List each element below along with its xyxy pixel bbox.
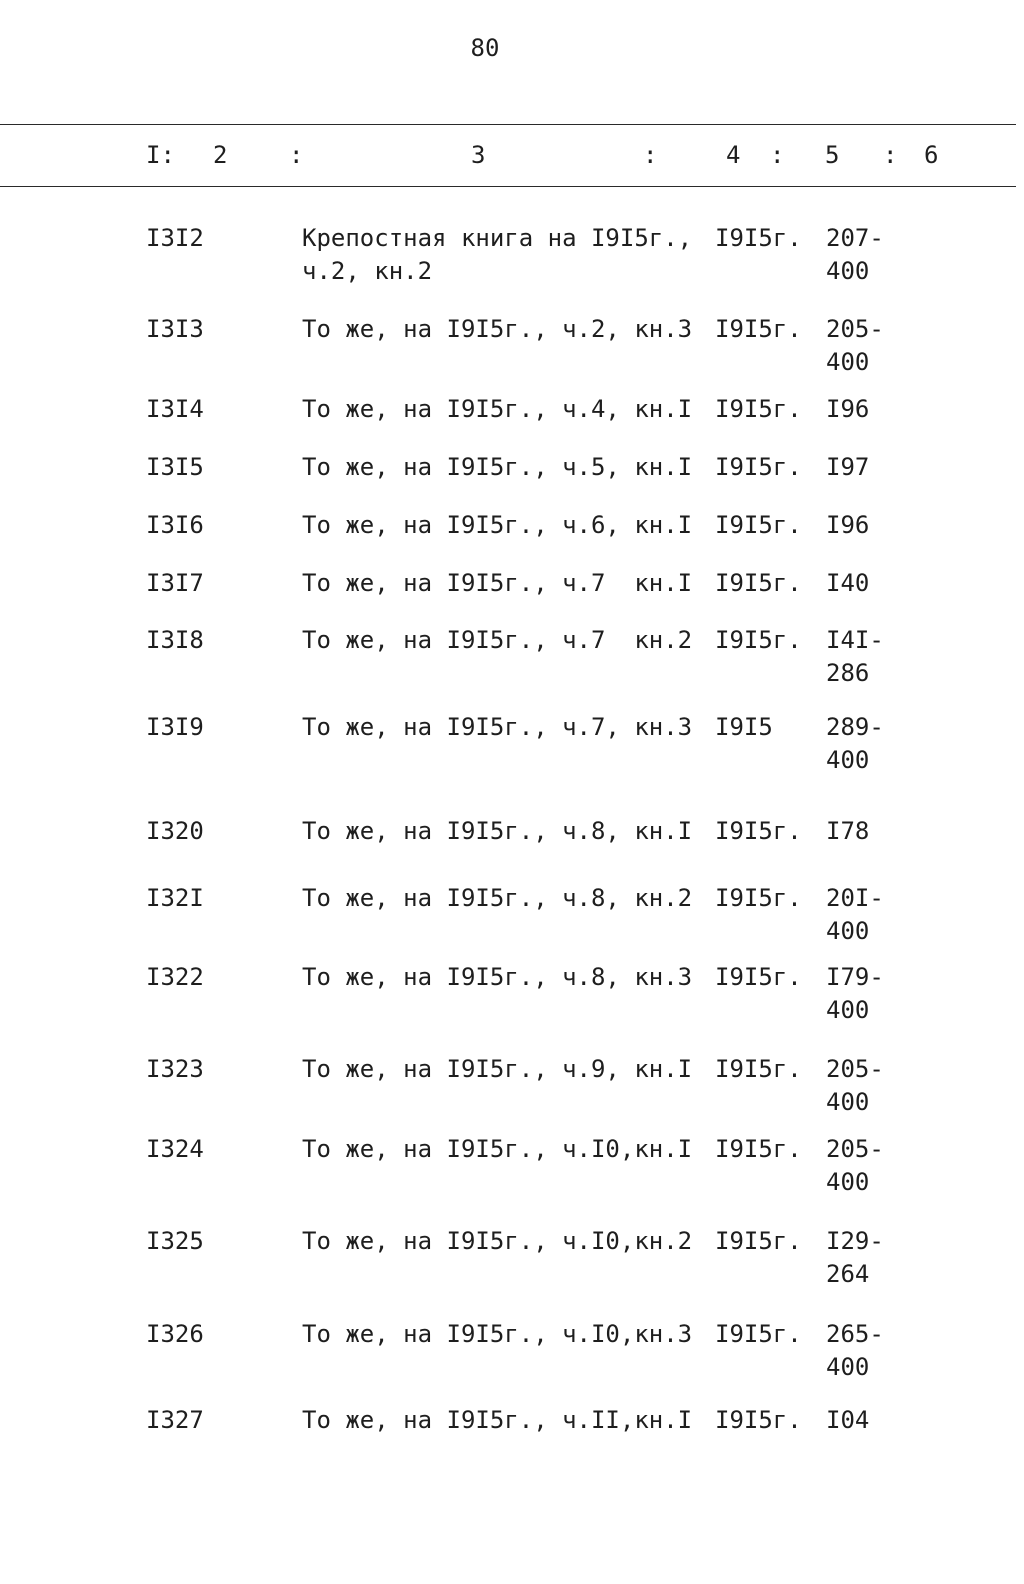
item-number: I326 <box>146 1320 204 1348</box>
item-title-line: ч.2, кн.2 <box>302 257 433 285</box>
item-pages-line: 400 <box>826 746 870 774</box>
item-title-line: То же, на I9I5г., ч.I0,кн.I <box>302 1135 693 1163</box>
item-pages-line: 205- <box>826 1135 884 1163</box>
item-date: I9I5г. <box>715 626 802 654</box>
item-title <box>302 711 692 744</box>
item-date: I9I5г. <box>715 395 802 423</box>
item-title <box>302 567 692 600</box>
item-number: I3I6 <box>146 511 204 539</box>
item-number: I3I8 <box>146 626 204 654</box>
item-title <box>302 1053 692 1086</box>
item-title-line: То же, на I9I5г., ч.8, кн.2 <box>302 884 693 912</box>
item-pages <box>826 1225 884 1291</box>
item-title-line: То же, на I9I5г., ч.6, кн.I <box>302 511 693 539</box>
item-number: I3I3 <box>146 315 204 343</box>
item-number: I322 <box>146 963 204 991</box>
item-date: I9I5г. <box>715 817 802 845</box>
table-header-rule <box>0 186 1016 187</box>
header-separator: : <box>289 141 304 169</box>
item-title <box>302 815 692 848</box>
item-date: I9I5г. <box>715 963 802 991</box>
item-pages-line: 400 <box>826 996 870 1024</box>
item-title-line: То же, на I9I5г., ч.2, кн.3 <box>302 315 693 343</box>
header-col-3: 3 <box>471 141 486 169</box>
item-title <box>302 222 692 288</box>
item-pages-line: 400 <box>826 348 870 376</box>
item-pages-line: 400 <box>826 257 870 285</box>
item-pages-line: I29- <box>826 1227 884 1255</box>
header-col-4: 4 <box>726 141 741 169</box>
item-pages <box>826 313 884 379</box>
table-top-rule <box>0 124 1016 125</box>
header-separator: : <box>643 141 658 169</box>
item-pages-line: 289- <box>826 713 884 741</box>
item-date: I9I5г. <box>715 453 802 481</box>
header-col-5: 5 <box>825 141 840 169</box>
item-pages <box>826 1053 884 1119</box>
item-date: I9I5г. <box>715 1135 802 1163</box>
item-title <box>302 882 692 915</box>
item-pages-line: I97 <box>826 453 870 481</box>
item-title-line: То же, на I9I5г., ч.4, кн.I <box>302 395 693 423</box>
item-pages-line: 207- <box>826 224 884 252</box>
item-pages-line: 20I- <box>826 884 884 912</box>
item-pages-line: I96 <box>826 395 870 423</box>
item-pages <box>826 1404 869 1437</box>
item-pages-line: I79- <box>826 963 884 991</box>
header-col-1: I: <box>146 141 175 169</box>
item-pages <box>826 882 884 948</box>
item-number: I3I2 <box>146 224 204 252</box>
item-pages <box>826 509 869 542</box>
item-pages-line: I4I- <box>826 626 884 654</box>
item-pages <box>826 1133 884 1199</box>
item-date: I9I5г. <box>715 511 802 539</box>
item-title-line: То же, на I9I5г., ч.I0,кн.2 <box>302 1227 693 1255</box>
item-pages <box>826 393 869 426</box>
header-separator: : <box>770 141 785 169</box>
item-pages-line: I78 <box>826 817 870 845</box>
item-pages-line: 264 <box>826 1260 870 1288</box>
item-number: I320 <box>146 817 204 845</box>
item-number: I325 <box>146 1227 204 1255</box>
item-title <box>302 509 692 542</box>
item-title-line: То же, на I9I5г., ч.7 кн.2 <box>302 626 693 654</box>
item-pages-line: 205- <box>826 315 884 343</box>
item-pages <box>826 1318 884 1384</box>
item-pages-line: I96 <box>826 511 870 539</box>
item-pages-line: 400 <box>826 1088 870 1116</box>
item-number: I3I9 <box>146 713 204 741</box>
item-number: I3I5 <box>146 453 204 481</box>
header-col-2: 2 <box>213 141 228 169</box>
item-pages-line: 400 <box>826 1353 870 1381</box>
item-date: I9I5 <box>715 713 773 741</box>
item-date: I9I5г. <box>715 315 802 343</box>
item-title-line: То же, на I9I5г., ч.7, кн.3 <box>302 713 693 741</box>
item-pages-line: 265- <box>826 1320 884 1348</box>
item-title <box>302 961 692 994</box>
item-number: I327 <box>146 1406 204 1434</box>
item-pages-line: I04 <box>826 1406 870 1434</box>
item-title-line: То же, на I9I5г., ч.9, кн.I <box>302 1055 693 1083</box>
item-pages <box>826 567 869 600</box>
item-number: I32I <box>146 884 204 912</box>
item-number: I323 <box>146 1055 204 1083</box>
item-date: I9I5г. <box>715 1227 802 1255</box>
item-pages-line: 205- <box>826 1055 884 1083</box>
item-date: I9I5г. <box>715 1406 802 1434</box>
item-title-line: То же, на I9I5г., ч.I0,кн.3 <box>302 1320 693 1348</box>
item-date: I9I5г. <box>715 224 802 252</box>
item-date: I9I5г. <box>715 884 802 912</box>
item-title-line: То же, на I9I5г., ч.5, кн.I <box>302 453 693 481</box>
item-title <box>302 1404 692 1437</box>
header-col-6: 6 <box>924 141 939 169</box>
item-title <box>302 393 692 426</box>
item-number: I3I4 <box>146 395 204 423</box>
item-title <box>302 313 692 346</box>
item-pages <box>826 222 884 288</box>
item-title-line: То же, на I9I5г., ч.7 кн.I <box>302 569 693 597</box>
item-pages-line: 400 <box>826 917 870 945</box>
item-title-line: То же, на I9I5г., ч.8, кн.3 <box>302 963 693 991</box>
item-title <box>302 1225 692 1258</box>
page-number: 80 <box>470 34 500 62</box>
item-title-line: Крепостная книга на I9I5г., <box>302 224 693 252</box>
item-pages-line: I40 <box>826 569 870 597</box>
item-pages-line: 286 <box>826 659 870 687</box>
item-pages <box>826 815 869 848</box>
item-date: I9I5г. <box>715 1055 802 1083</box>
item-date: I9I5г. <box>715 1320 802 1348</box>
item-pages <box>826 711 884 777</box>
item-number: I324 <box>146 1135 204 1163</box>
item-pages-line: 400 <box>826 1168 870 1196</box>
item-title <box>302 1133 692 1166</box>
item-pages <box>826 624 884 690</box>
item-title <box>302 624 692 657</box>
item-pages <box>826 451 869 484</box>
item-title <box>302 1318 692 1351</box>
item-title <box>302 451 692 484</box>
item-number: I3I7 <box>146 569 204 597</box>
header-separator: : <box>883 141 898 169</box>
item-date: I9I5г. <box>715 569 802 597</box>
item-pages <box>826 961 884 1027</box>
item-title-line: То же, на I9I5г., ч.8, кн.I <box>302 817 693 845</box>
item-title-line: То же, на I9I5г., ч.II,кн.I <box>302 1406 693 1434</box>
